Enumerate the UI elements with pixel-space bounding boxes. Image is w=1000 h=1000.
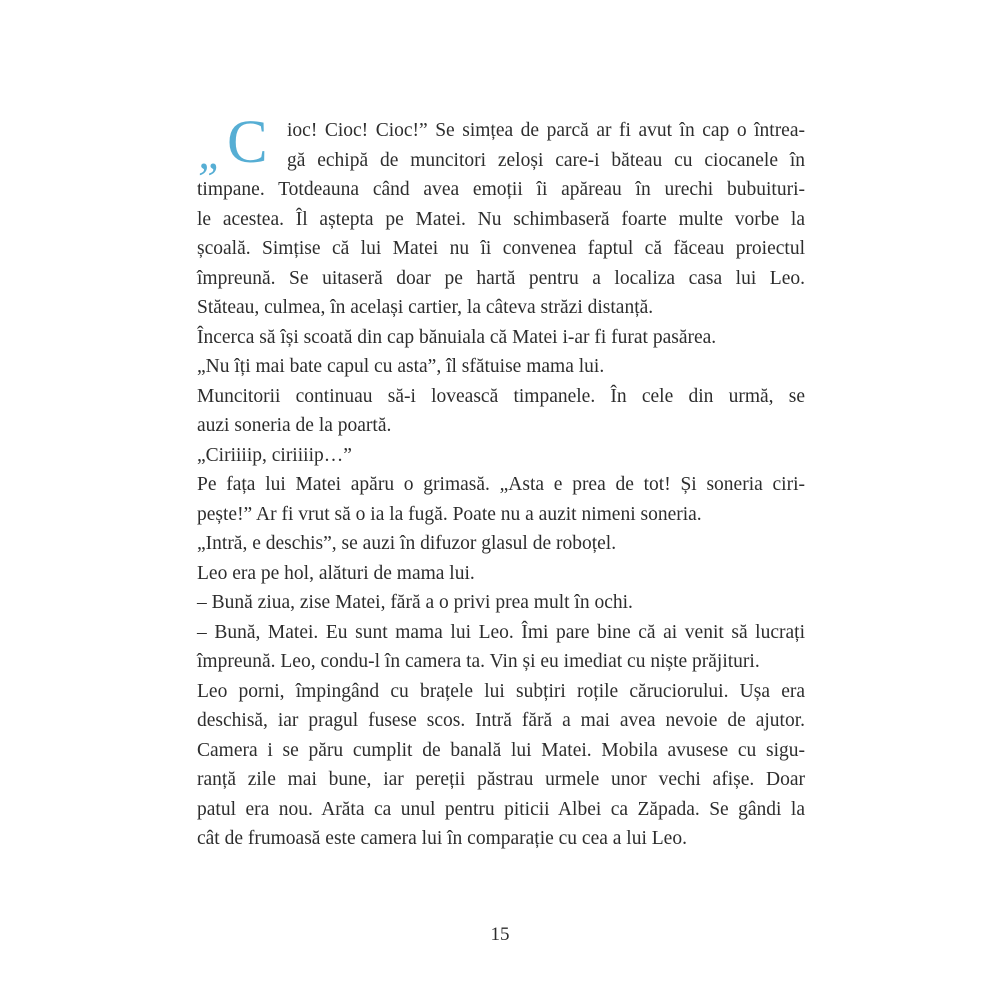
page-text [197,109,805,854]
text-line: Leo porni, împingând cu brațele lui subțiri roțile căruciorului. Ușa era [197,680,805,702]
text-line: „Intră, e deschis”, se auzi în difuzor glasul de roboțel. [197,533,617,554]
text-line: patul era nou. Arăta ca unul pentru piticii Albei ca Zăpada. Se gândi la [197,798,805,820]
text-line: timpane. Totdeauna când avea emoții îi apăreau în urechi bubuituri- [197,179,805,200]
text-line: Pe fața lui Matei apăru o grimasă. „Asta e prea de tot! Și soneria ciri- [197,474,805,495]
text-line: Stăteau, culmea, în același cartier, la câteva străzi distanță. [197,297,654,318]
text-line: gă echipă de muncitori zeloși care-i băteau cu ciocanele în [287,149,805,171]
text-line: Leo era pe hol, alături de mama lui. [197,562,475,584]
dropcap-letter: C [227,109,268,176]
text-line: împreună. Se uitaseră doar pe hartă pentru a localiza casa lui Leo. [197,267,805,289]
text-line: deschisă, iar pragul fusese scos. Intră fără a mai avea nevoie de ajutor. [197,710,805,731]
text-line: „Ciriiiip, ciriiiip…” [197,444,352,466]
dropcap [197,109,287,178]
text-line: – Bună ziua, zise Matei, fără a o privi prea mult în ochi. [197,592,633,613]
opening-quote: „ [198,127,224,178]
text-line: ioc! Cioc! Cioc!” Se simțea de parcă ar fi avut în cap o întrea- [287,120,805,141]
text-line: pește!” Ar fi vrut să o ia la fugă. Poate nu a auzit nimeni soneria. [197,503,702,525]
text-line: școală. Simțise că lui Matei nu îi convenea faptul că făceau proiectul [197,238,805,259]
text-line: ranță zile mai bune, iar pereții păstrau urmele unor vechi afișe. Doar [197,769,805,790]
page-number: 15 [490,924,510,945]
text-line: le acestea. Îl aștepta pe Matei. Nu schimbaseră foarte multe vorbe la [197,208,805,230]
text-line: Încerca să își scoată din cap bănuiala că Matei i-ar fi furat pasărea. [197,326,717,348]
text-line: cât de frumoasă este camera lui în comparație cu cea a lui Leo. [197,828,687,849]
text-line: Camera i se păru cumplit de banală lui Matei. Mobila avusese cu sigu- [197,739,805,761]
text-line: – Bună, Matei. Eu sunt mama lui Leo. Îmi pare bine că ai venit să lucrați [197,621,805,643]
text-line: Muncitorii continuau să-i lovească timpanele. În cele din urmă, se [197,385,805,407]
text-line: împreună. Leo, condu-l în camera ta. Vin și eu imediat cu niște prăjituri. [197,651,760,672]
text-line: auzi soneria de la poartă. [197,415,392,436]
text-line: „Nu îți mai bate capul cu asta”, îl sfătuise mama lui. [197,356,605,377]
